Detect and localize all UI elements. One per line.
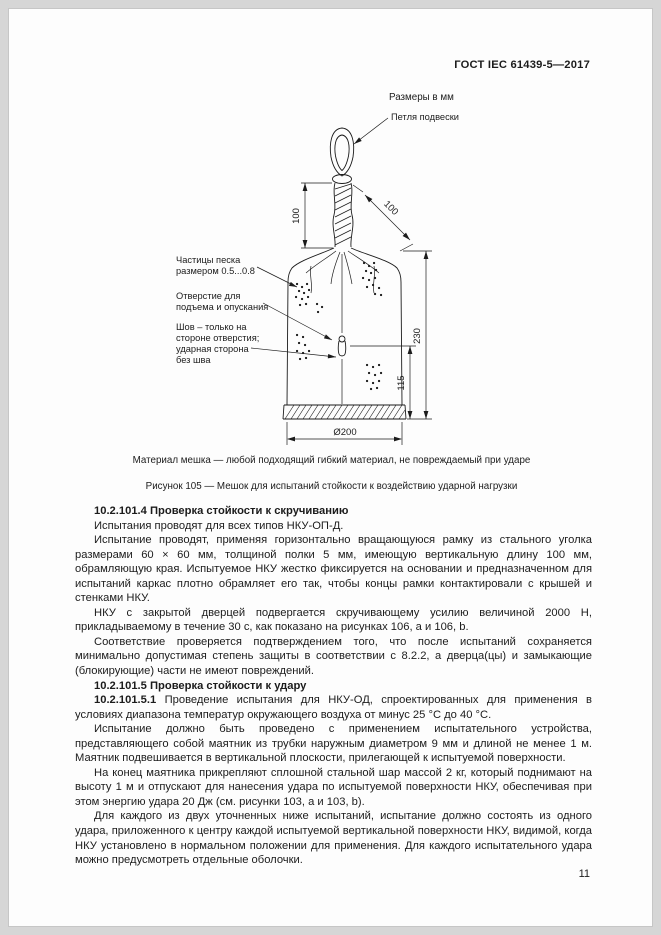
document-page xyxy=(8,8,653,927)
label-line: без шва xyxy=(176,355,211,365)
label-suspension-loop: Петля подвески xyxy=(391,112,459,122)
dim-neck-100 xyxy=(301,183,333,248)
leader-lines xyxy=(251,118,388,357)
label-line: подъема и опускания xyxy=(176,302,269,312)
figure-material-note: Материал мешка — любой подходящий гибкий материал, не повреждаемый при ударе xyxy=(132,455,531,466)
label-lifting-hole xyxy=(176,291,268,313)
bottom-band xyxy=(283,405,406,419)
dim-text-shoulder: 100 xyxy=(381,198,401,218)
suspension-loop xyxy=(330,128,353,184)
paragraph: Испытание проводят, применяя горизонтально вращающуюся рамку из стального уголка размерами 60 × 60 мм, толщиной полки 5 мм, имеющую вертикальную длину 100 мм, обрамляющую края. Испытуемое НКУ жестко фиксируется на основании и предназначенном для испытаний каркас плотно обрамляет его так, чтобы концы рамки контактировали с крышей и стенками НКУ. xyxy=(75,534,592,605)
paragraph: Испытание должно быть проведено с применением испытательного устройства, представляющего собой маятник из трубки наружным диаметром 9 мм и длиной не менее 1 м. Маятник подвешивается в вертикальной плоскости, прилегающей к испытуемой поверхности. xyxy=(75,723,592,765)
label-sand-particles xyxy=(176,255,255,277)
dim-text-neck: 100 xyxy=(291,208,302,224)
document-title: ГОСТ IEC 61439-5—2017 xyxy=(454,59,590,71)
units-note: Размеры в мм xyxy=(389,92,454,103)
label-line: ударная сторона xyxy=(176,344,249,354)
figure-caption: Рисунок 105 — Мешок для испытаний стойкости к воздействию ударной нагрузки xyxy=(145,481,518,492)
paragraph: Соответствие проверяется подтверждением того, что после испытаний сохраняется минимально допустимая степень защиты в соответствии с 8.2.2, а дверца(цы) и замыкающие (блокирующие) части не имеют повреждений. xyxy=(75,635,592,678)
document-body xyxy=(75,504,592,868)
dim-text-hole: 115 xyxy=(396,375,407,391)
label-line: Отверстие для xyxy=(176,291,241,301)
paragraph: На конец маятника прикрепляют сплошной стальной шар массой 2 кг, который поднимают на высоту 1 м и отпускают для нанесения удара по испытуемой поверхности НКУ, обеспечивая при этом энергию удара 20 Дж (см. рисунки 103, а и 103, b). xyxy=(75,766,592,808)
sand-dots xyxy=(296,263,381,389)
bag-body xyxy=(287,248,402,405)
twisted-neck xyxy=(333,183,353,247)
dim-shoulder-100 xyxy=(353,185,413,251)
label-line: Шов – только на xyxy=(176,322,247,332)
dim-text-height: 230 xyxy=(412,328,423,344)
lifting-hole xyxy=(338,336,346,356)
dim-text-diameter: Ø200 xyxy=(333,427,357,438)
section-heading: 10.2.101.4 Проверка стойкости к скручиванию xyxy=(94,505,349,517)
label-line: стороне отверстия; xyxy=(176,333,260,343)
label-line: размером 0.5...0.8 xyxy=(176,266,255,276)
subclause-number: 10.2.101.5.1 xyxy=(94,694,157,707)
section-heading: 10.2.101.5 Проверка стойкости к удару xyxy=(94,679,307,692)
paragraph: НКУ с закрытой дверцей подвергается скручивающему усилию величиной 2000 Н, прикладываемому в течение 30 с, как показано на рисунках 106, а и 106, b. xyxy=(75,606,592,634)
label-line: Частицы песка xyxy=(176,255,241,265)
paragraph: Испытания проводят для всех типов НКУ-ОП-Д. xyxy=(94,519,344,532)
label-seam xyxy=(176,322,259,366)
page-number: 11 xyxy=(578,868,590,880)
subclause-text: Проведение испытания для НКУ-ОД, спроектированных для применения в условиях диапазона температур окружающего воздуха от минус 25 °С до 40 °С. xyxy=(75,694,593,721)
paragraph: Для каждого из двух уточненных ниже испытаний, испытание должно состоять из одного удара, приложенного к центру каждой испытуемой вертикальной поверхности НКУ, видимой, когда НКУ установлено в нормальном положении для применения. Для каждого испытательного удара можно предусмотреть отдельные оболочки. xyxy=(75,810,592,867)
paragraph xyxy=(75,693,592,722)
dimension-texts xyxy=(291,199,423,438)
